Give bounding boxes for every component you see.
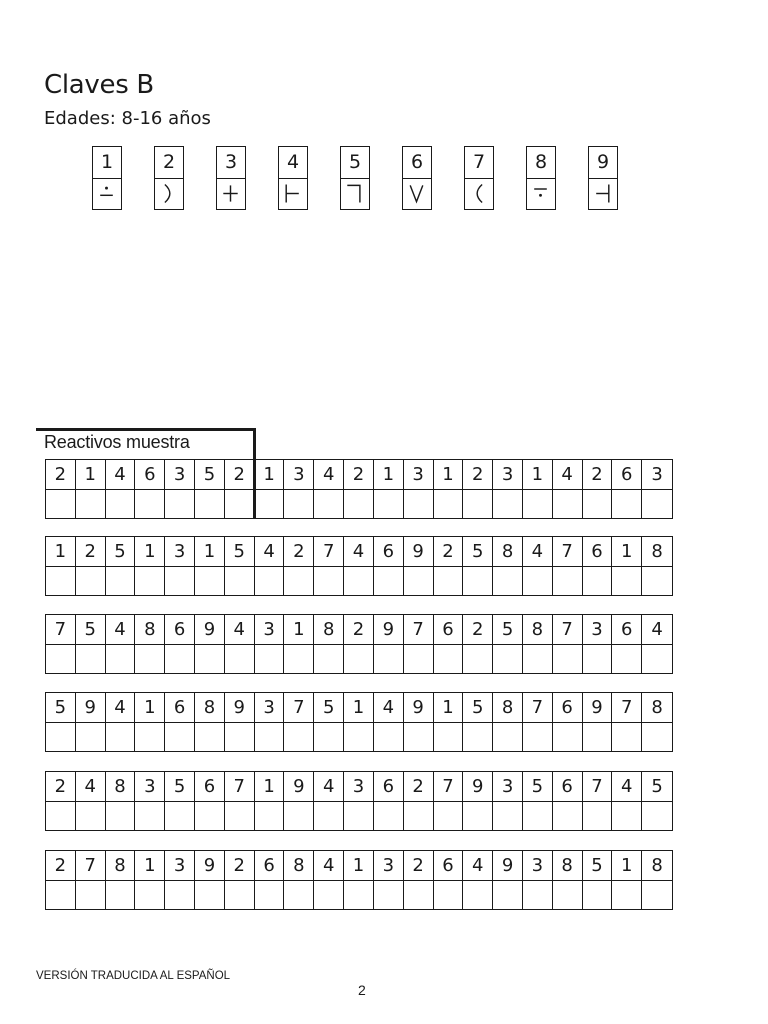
digit-cell: 4 (106, 460, 136, 490)
sample-grid (45, 459, 673, 519)
digit-cell: 1 (255, 772, 285, 802)
left-paren-icon (465, 179, 493, 209)
key-box-5 (340, 146, 370, 210)
sample-label: Reactivos muestra (44, 432, 190, 452)
digit-cell: 6 (434, 615, 464, 645)
digit-cell: 8 (523, 615, 553, 645)
answer-cell[interactable] (523, 881, 553, 909)
digit-cell: 1 (523, 460, 553, 490)
digit-cell: 2 (463, 460, 493, 490)
digit-cell: 2 (46, 772, 76, 802)
digit-cell: 2 (463, 615, 493, 645)
answer-cell[interactable] (135, 645, 165, 673)
digit-cell: 1 (612, 851, 642, 881)
digit-cell: 7 (553, 615, 583, 645)
answer-cell[interactable] (583, 723, 613, 751)
digit-cell: 8 (493, 537, 523, 567)
answer-cell[interactable] (135, 723, 165, 751)
answer-cell[interactable] (344, 802, 374, 830)
digit-cell: 8 (553, 851, 583, 881)
digit-cell: 6 (583, 537, 613, 567)
answer-cell[interactable] (165, 645, 195, 673)
key-digit: 6 (403, 147, 431, 179)
digit-cell: 8 (642, 537, 672, 567)
answer-cell[interactable] (553, 567, 583, 595)
digit-cell: 7 (314, 537, 344, 567)
answer-cell[interactable] (642, 723, 672, 751)
digit-cell: 4 (106, 693, 136, 723)
digit-cell: 4 (76, 772, 106, 802)
digit-cell: 3 (165, 460, 195, 490)
digit-cell: 1 (612, 537, 642, 567)
digit-cell: 3 (284, 460, 314, 490)
digit-cell: 5 (46, 693, 76, 723)
key-digit: 7 (465, 147, 493, 179)
answer-cell[interactable] (434, 723, 464, 751)
digit-cell: 3 (255, 615, 285, 645)
digit-cell: 2 (344, 615, 374, 645)
digit-cell: 3 (374, 851, 404, 881)
answer-cell[interactable] (642, 802, 672, 830)
answer-cell[interactable] (642, 490, 672, 518)
digit-cell: 9 (195, 615, 225, 645)
digit-cell: 4 (523, 537, 553, 567)
digit-cell: 5 (642, 772, 672, 802)
answer-cell[interactable] (493, 567, 523, 595)
answer-cell[interactable] (612, 881, 642, 909)
answer-cell[interactable] (284, 723, 314, 751)
digit-cell: 1 (135, 851, 165, 881)
digit-cell: 7 (284, 693, 314, 723)
answer-cell[interactable] (255, 490, 285, 518)
answer-cell[interactable] (583, 490, 613, 518)
answer-cell[interactable] (46, 802, 76, 830)
key-box-7 (464, 146, 494, 210)
answer-cell[interactable] (344, 567, 374, 595)
digit-cell: 8 (314, 615, 344, 645)
digit-cell: 1 (76, 460, 106, 490)
answer-cell[interactable] (225, 490, 255, 518)
answer-cell[interactable] (404, 723, 434, 751)
digit-cell: 6 (612, 460, 642, 490)
digit-cell: 8 (135, 615, 165, 645)
answer-cell[interactable] (284, 490, 314, 518)
digit-cell: 8 (642, 851, 672, 881)
digit-cell: 2 (225, 851, 255, 881)
corner-top-right-icon (341, 179, 369, 209)
digit-cell: 5 (314, 693, 344, 723)
digit-cell: 2 (434, 537, 464, 567)
answer-cell[interactable] (225, 802, 255, 830)
digit-cell: 6 (553, 772, 583, 802)
answer-cell[interactable] (612, 490, 642, 518)
digit-cell: 4 (314, 851, 344, 881)
digit-cell: 6 (165, 693, 195, 723)
digit-cell: 9 (374, 615, 404, 645)
digit-cell: 3 (255, 693, 285, 723)
digit-cell: 2 (583, 460, 613, 490)
answer-cell[interactable] (255, 567, 285, 595)
digit-cell: 2 (225, 460, 255, 490)
digit-cell: 5 (493, 615, 523, 645)
digit-cell: 1 (344, 851, 374, 881)
digit-cell: 8 (106, 851, 136, 881)
answer-cell[interactable] (225, 645, 255, 673)
answer-cell[interactable] (344, 490, 374, 518)
answer-cell[interactable] (255, 723, 285, 751)
digit-cell: 7 (404, 615, 434, 645)
digit-cell: 5 (195, 460, 225, 490)
key-digit: 8 (527, 147, 555, 179)
digit-cell: 4 (314, 772, 344, 802)
answer-cell[interactable] (374, 802, 404, 830)
digit-cell: 1 (135, 537, 165, 567)
digit-cell: 4 (314, 460, 344, 490)
digit-cell: 1 (374, 460, 404, 490)
answer-cell[interactable] (612, 645, 642, 673)
answer-cell[interactable] (434, 802, 464, 830)
digit-cell: 3 (404, 460, 434, 490)
digit-cell: 2 (404, 772, 434, 802)
answer-cell[interactable] (106, 723, 136, 751)
answer-cell[interactable] (195, 645, 225, 673)
answer-cell[interactable] (612, 723, 642, 751)
answer-cell[interactable] (46, 881, 76, 909)
v-icon (403, 179, 431, 209)
answer-cell[interactable] (463, 645, 493, 673)
answer-cell[interactable] (284, 645, 314, 673)
answer-cell[interactable] (284, 802, 314, 830)
answer-cell[interactable] (553, 490, 583, 518)
key-digit: 9 (589, 147, 617, 179)
answer-cell[interactable] (195, 802, 225, 830)
digit-cell: 1 (434, 693, 464, 723)
digit-cell: 7 (612, 693, 642, 723)
answer-cell[interactable] (434, 567, 464, 595)
answer-cell[interactable] (135, 567, 165, 595)
digit-cell: 7 (553, 537, 583, 567)
key-digit: 5 (341, 147, 369, 179)
answer-cell[interactable] (135, 881, 165, 909)
answer-cell[interactable] (374, 490, 404, 518)
answer-cell[interactable] (255, 881, 285, 909)
page-number: 2 (358, 982, 366, 998)
answer-cell[interactable] (493, 490, 523, 518)
answer-cell[interactable] (195, 490, 225, 518)
answer-cell[interactable] (46, 490, 76, 518)
answer-cell[interactable] (76, 723, 106, 751)
answer-cell[interactable] (195, 881, 225, 909)
digit-cell: 6 (553, 693, 583, 723)
digit-cell: 7 (523, 693, 553, 723)
answer-cell[interactable] (344, 881, 374, 909)
answer-cell[interactable] (404, 490, 434, 518)
digit-cell: 9 (583, 693, 613, 723)
digit-cell: 2 (46, 851, 76, 881)
answer-cell[interactable] (225, 723, 255, 751)
answer-cell[interactable] (434, 645, 464, 673)
digit-cell: 9 (463, 772, 493, 802)
answer-cell[interactable] (642, 567, 672, 595)
digit-cell: 5 (76, 615, 106, 645)
digit-cell: 4 (255, 537, 285, 567)
digit-cell: 5 (165, 772, 195, 802)
key-box-1 (92, 146, 122, 210)
answer-cell[interactable] (135, 802, 165, 830)
answer-cell[interactable] (344, 645, 374, 673)
digit-cell: 5 (106, 537, 136, 567)
answer-cell[interactable] (434, 881, 464, 909)
digit-cell: 4 (106, 615, 136, 645)
digit-cell: 3 (165, 851, 195, 881)
dot-over-bar-icon (93, 179, 121, 209)
digit-cell: 4 (344, 537, 374, 567)
key-digit: 2 (155, 147, 183, 179)
answer-cell[interactable] (463, 567, 493, 595)
digit-cell: 3 (344, 772, 374, 802)
digit-cell: 2 (404, 851, 434, 881)
digit-cell: 6 (135, 460, 165, 490)
digit-cell: 3 (493, 772, 523, 802)
digit-cell: 8 (493, 693, 523, 723)
answer-cell[interactable] (314, 490, 344, 518)
answer-cell[interactable] (523, 723, 553, 751)
digit-cell: 4 (642, 615, 672, 645)
answer-cell[interactable] (404, 567, 434, 595)
digit-cell: 8 (284, 851, 314, 881)
digit-cell: 6 (165, 615, 195, 645)
answer-cell[interactable] (463, 723, 493, 751)
digit-cell: 4 (374, 693, 404, 723)
answer-cell[interactable] (76, 881, 106, 909)
answer-cell[interactable] (106, 802, 136, 830)
digit-cell: 5 (583, 851, 613, 881)
digit-cell: 2 (344, 460, 374, 490)
digit-cell: 5 (463, 537, 493, 567)
key-box-4 (278, 146, 308, 210)
digit-cell: 3 (135, 772, 165, 802)
key-digit: 4 (279, 147, 307, 179)
digit-cell: 3 (523, 851, 553, 881)
answer-cell[interactable] (165, 490, 195, 518)
answer-cell[interactable] (463, 802, 493, 830)
answer-cell[interactable] (553, 645, 583, 673)
digit-cell: 6 (374, 537, 404, 567)
key-digit: 1 (93, 147, 121, 179)
answer-cell[interactable] (106, 567, 136, 595)
answer-cell[interactable] (404, 802, 434, 830)
answer-cell[interactable] (523, 802, 553, 830)
digit-cell: 1 (284, 615, 314, 645)
digit-cell: 6 (195, 772, 225, 802)
answer-cell[interactable] (76, 567, 106, 595)
t-left-icon (279, 179, 307, 209)
answer-cell[interactable] (493, 802, 523, 830)
answer-cell[interactable] (195, 567, 225, 595)
digit-cell: 2 (284, 537, 314, 567)
digit-cell: 7 (46, 615, 76, 645)
digit-cell: 5 (523, 772, 553, 802)
digit-cell: 9 (225, 693, 255, 723)
answer-cell[interactable] (463, 881, 493, 909)
answer-cell[interactable] (583, 802, 613, 830)
answer-grid-4 (45, 771, 673, 831)
answer-cell[interactable] (314, 802, 344, 830)
answer-cell[interactable] (106, 490, 136, 518)
digit-cell: 9 (404, 693, 434, 723)
digit-cell: 1 (255, 460, 285, 490)
answer-cell[interactable] (314, 881, 344, 909)
digit-cell: 5 (225, 537, 255, 567)
digit-cell: 7 (583, 772, 613, 802)
digit-cell: 1 (344, 693, 374, 723)
page-title: Claves B (44, 70, 154, 100)
footer-text: VERSIÓN TRADUCIDA AL ESPAÑOL (36, 970, 231, 982)
digit-cell: 1 (434, 460, 464, 490)
answer-cell[interactable] (314, 723, 344, 751)
answer-cell[interactable] (314, 567, 344, 595)
digit-cell: 2 (76, 537, 106, 567)
right-paren-icon (155, 179, 183, 209)
answer-cell[interactable] (344, 723, 374, 751)
answer-grid-1 (45, 536, 673, 596)
answer-cell[interactable] (523, 490, 553, 518)
answer-cell[interactable] (493, 881, 523, 909)
key-box-8 (526, 146, 556, 210)
digit-cell: 1 (195, 537, 225, 567)
answer-cell[interactable] (314, 645, 344, 673)
answer-cell[interactable] (374, 723, 404, 751)
answer-cell[interactable] (493, 723, 523, 751)
digit-cell: 4 (463, 851, 493, 881)
key-box-9 (588, 146, 618, 210)
digit-cell: 7 (76, 851, 106, 881)
digit-cell: 3 (493, 460, 523, 490)
answer-cell[interactable] (255, 645, 285, 673)
answer-cell[interactable] (642, 645, 672, 673)
digit-cell: 9 (404, 537, 434, 567)
answer-grid-2 (45, 614, 673, 674)
digit-cell: 6 (612, 615, 642, 645)
digit-cell: 9 (284, 772, 314, 802)
answer-cell[interactable] (225, 881, 255, 909)
digit-cell: 3 (583, 615, 613, 645)
answer-cell[interactable] (642, 881, 672, 909)
digit-cell: 7 (225, 772, 255, 802)
answer-cell[interactable] (106, 881, 136, 909)
digit-cell: 6 (255, 851, 285, 881)
answer-cell[interactable] (76, 802, 106, 830)
answer-cell[interactable] (46, 567, 76, 595)
answer-cell[interactable] (523, 645, 553, 673)
digit-cell: 9 (493, 851, 523, 881)
plus-icon (217, 179, 245, 209)
digit-cell: 8 (195, 693, 225, 723)
answer-cell[interactable] (553, 802, 583, 830)
answer-cell[interactable] (255, 802, 285, 830)
digit-cell: 3 (642, 460, 672, 490)
digit-cell: 5 (463, 693, 493, 723)
answer-cell[interactable] (404, 881, 434, 909)
digit-cell: 9 (76, 693, 106, 723)
answer-cell[interactable] (76, 490, 106, 518)
digit-cell: 6 (374, 772, 404, 802)
answer-cell[interactable] (374, 881, 404, 909)
answer-cell[interactable] (46, 723, 76, 751)
key-box-6 (402, 146, 432, 210)
answer-cell[interactable] (225, 567, 255, 595)
answer-cell[interactable] (284, 567, 314, 595)
answer-cell[interactable] (434, 490, 464, 518)
answer-cell[interactable] (553, 881, 583, 909)
digit-cell: 6 (434, 851, 464, 881)
digit-cell: 9 (195, 851, 225, 881)
answer-cell[interactable] (135, 490, 165, 518)
key-digit: 3 (217, 147, 245, 179)
answer-cell[interactable] (612, 567, 642, 595)
key-box-2 (154, 146, 184, 210)
answer-cell[interactable] (583, 567, 613, 595)
answer-cell[interactable] (404, 645, 434, 673)
digit-cell: 1 (135, 693, 165, 723)
answer-cell[interactable] (106, 645, 136, 673)
digit-cell: 8 (106, 772, 136, 802)
digit-cell: 4 (553, 460, 583, 490)
t-right-icon (589, 179, 617, 209)
answer-cell[interactable] (76, 645, 106, 673)
answer-cell[interactable] (284, 881, 314, 909)
digit-cell: 8 (642, 693, 672, 723)
digit-cell: 3 (165, 537, 195, 567)
answer-cell[interactable] (374, 645, 404, 673)
answer-grid-5 (45, 850, 673, 910)
key-box-3 (216, 146, 246, 210)
answer-cell[interactable] (195, 723, 225, 751)
answer-cell[interactable] (46, 645, 76, 673)
answer-cell[interactable] (553, 723, 583, 751)
answer-cell[interactable] (165, 802, 195, 830)
answer-cell[interactable] (583, 881, 613, 909)
answer-cell[interactable] (493, 645, 523, 673)
answer-cell[interactable] (612, 802, 642, 830)
digit-cell: 2 (46, 460, 76, 490)
answer-cell[interactable] (583, 645, 613, 673)
digit-cell: 1 (46, 537, 76, 567)
digit-cell: 7 (434, 772, 464, 802)
answer-grid-3 (45, 692, 673, 752)
digit-cell: 4 (612, 772, 642, 802)
dot-under-bar-icon (527, 179, 555, 209)
answer-cell[interactable] (463, 490, 493, 518)
answer-cell[interactable] (165, 881, 195, 909)
answer-cell[interactable] (374, 567, 404, 595)
page-subtitle: Edades: 8-16 años (44, 108, 211, 129)
answer-cell[interactable] (165, 567, 195, 595)
answer-cell[interactable] (523, 567, 553, 595)
answer-cell[interactable] (165, 723, 195, 751)
digit-cell: 4 (225, 615, 255, 645)
